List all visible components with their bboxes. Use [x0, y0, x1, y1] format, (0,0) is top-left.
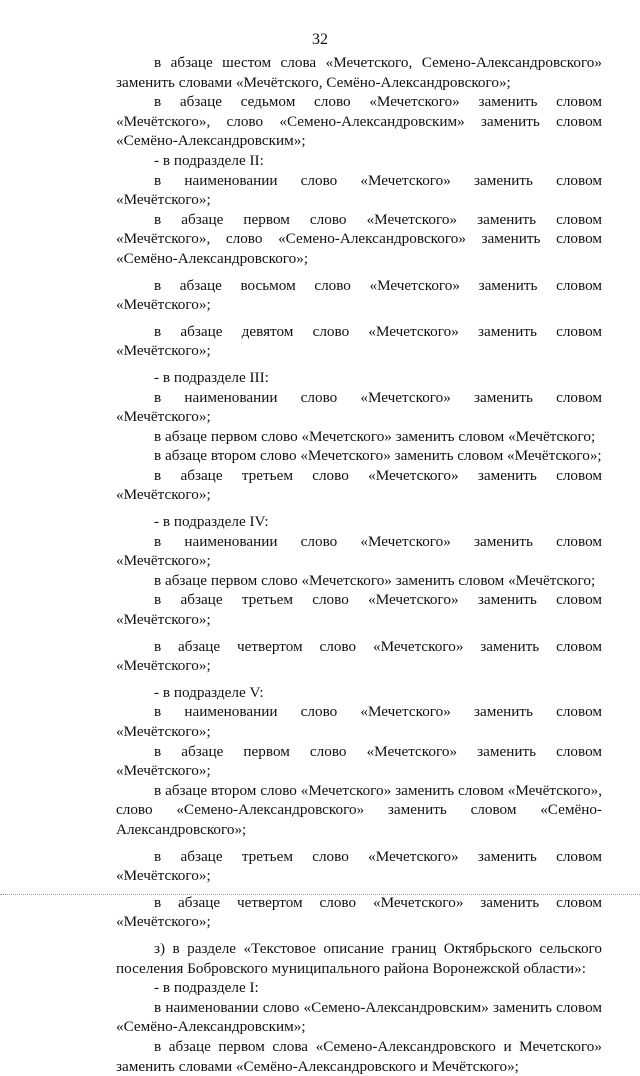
- paragraph: в наименовании слово «Мечетского» заменить словом «Мечётского»;: [116, 388, 602, 426]
- paragraph: в абзаце девятом слово «Мечетского» заменить словом «Мечётского»;: [116, 322, 602, 360]
- paragraph: в наименовании слово «Мечетского» заменить словом «Мечётского»;: [116, 171, 602, 209]
- paragraph: з) в разделе «Текстовое описание границ Октябрьского сельского поселения Бобровского муниципального района Воронежской области»:: [116, 939, 602, 977]
- paragraph: - в подразделе IV:: [154, 513, 269, 531]
- paragraph: в абзаце втором слово «Мечетского» заменить словом «Мечётского»;: [154, 447, 602, 465]
- paragraph: - в подразделе V:: [154, 683, 264, 701]
- paragraph: - в подразделе II:: [154, 151, 264, 169]
- page-number: 32: [312, 31, 328, 48]
- paragraph: в абзаце четвертом слово «Мечетского» заменить словом «Мечётского»;: [116, 637, 602, 675]
- paragraph: в абзаце первом слова «Семено-Александровского и Мечетского» заменить словами «Семёно-Александровского и Мечётского»;: [116, 1037, 602, 1075]
- paragraph: в абзаце шестом слова «Мечетского, Семено-Александровского» заменить словами «Мечётского, Семёно-Александровского»;: [116, 54, 602, 91]
- paragraph: в абзаце третьем слово «Мечетского» заменить словом «Мечётского»;: [116, 591, 602, 629]
- paragraph: в наименовании слово «Мечетского» заменить словом «Мечётского»;: [116, 532, 602, 570]
- paragraph: в абзаце первом слово «Мечетского» заменить словом «Мечётского;: [154, 427, 596, 445]
- paragraph: в абзаце третьем слово «Мечетского» заменить словом «Мечётского»;: [116, 847, 602, 885]
- paragraph: в абзаце восьмом слово «Мечетского» заменить словом «Мечётского»;: [116, 276, 602, 314]
- paragraph: в абзаце втором слово «Мечетского» заменить словом «Мечётского», слово «Семено-Александровского» заменить словом «Семёно-Александровского»;: [116, 781, 602, 838]
- paragraph: - в подразделе III:: [154, 368, 269, 386]
- document-body: [116, 53, 602, 1076]
- paragraph: в наименовании слово «Семено-Александровским» заменить словом «Семёно-Александровским»;: [116, 998, 602, 1036]
- paragraph: в абзаце первом слово «Мечетского» заменить словом «Мечётского»;: [116, 742, 602, 780]
- paragraph: в абзаце седьмом слово «Мечетского» заменить словом «Мечётского», слово «Семено-Александровским» заменить словом «Семёно-Александровским»;: [116, 93, 602, 150]
- paragraph: в абзаце первом слово «Мечетского» заменить словом «Мечётского;: [154, 571, 596, 589]
- paragraph: в наименовании слово «Мечетского» заменить словом «Мечётского»;: [116, 703, 602, 740]
- paragraph: в абзаце четвертом слово «Мечетского» заменить словом «Мечётского»;: [116, 893, 602, 931]
- paragraph: - в подразделе I:: [154, 979, 259, 997]
- footer-rule: [0, 894, 640, 895]
- paragraph: в абзаце третьем слово «Мечетского» заменить словом «Мечётского»;: [116, 466, 602, 504]
- paragraph: в абзаце первом слово «Мечетского» заменить словом «Мечётского», слово «Семено-Александровского» заменить словом «Семёно-Александровского»;: [116, 210, 602, 267]
